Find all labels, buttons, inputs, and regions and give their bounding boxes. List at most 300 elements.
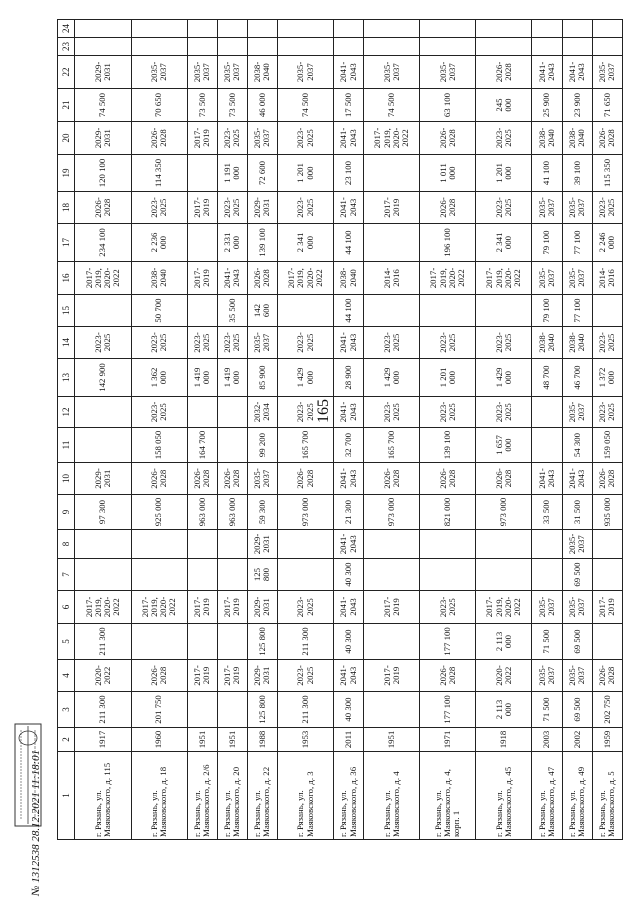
table-cell: 23 900 <box>562 89 592 122</box>
table-cell: 72 600 <box>247 155 277 192</box>
table-cell: 2023-2025 <box>420 591 476 624</box>
table-cell <box>592 530 622 559</box>
table-cell: 2023-2025 <box>278 591 334 624</box>
table-row <box>247 20 277 840</box>
table-cell: 2035-2037 <box>247 122 277 155</box>
table-cell: 40 300 <box>334 624 364 660</box>
table-cell: 211 300 <box>278 692 334 728</box>
table-cell: 44 100 <box>334 295 364 327</box>
table-cell <box>420 530 476 559</box>
table-cell: 925 000 <box>131 495 187 530</box>
column-number-cell: 15 <box>58 295 75 327</box>
table-cell: 2041-2043 <box>532 463 562 495</box>
column-number-cell: 11 <box>58 428 75 463</box>
address-cell: г. Рязань, ул. Маяковского, д. 4 <box>364 752 420 840</box>
table-row <box>532 20 562 840</box>
table-cell: 2026-2028 <box>420 122 476 155</box>
table-cell: 159 050 <box>592 428 622 463</box>
document-registration-number: № 1312538 28.12.2021 11:18:01 <box>30 749 42 896</box>
table-cell: 46 000 <box>247 89 277 122</box>
table-row <box>364 20 420 840</box>
table-cell: 2035-2037 <box>562 192 592 224</box>
table-row <box>217 20 247 840</box>
table-cell <box>131 559 187 591</box>
table-cell: 115 350 <box>592 155 622 192</box>
rotated-table-wrapper <box>57 24 623 840</box>
table-cell: 1988 <box>247 728 277 752</box>
table-cell: 2026-2028 <box>131 463 187 495</box>
table-cell: 1953 <box>278 728 334 752</box>
table-cell: 74 500 <box>75 89 131 122</box>
table-cell: 1 419 000 <box>217 359 247 397</box>
table-cell: 2026-2028 <box>75 192 131 224</box>
table-cell <box>592 295 622 327</box>
column-number-cell: 7 <box>58 559 75 591</box>
table-cell: 2029-2031 <box>75 122 131 155</box>
table-cell: 2002 <box>562 728 592 752</box>
table-cell: 73 500 <box>217 89 247 122</box>
address-cell: г. Рязань, ул. Маяковского, д. 2/6 <box>187 752 217 840</box>
column-number-cell: 9 <box>58 495 75 530</box>
table-cell: 2041-2043 <box>562 463 592 495</box>
table-cell: 97 300 <box>75 495 131 530</box>
table-cell: 2026-2028 <box>592 122 622 155</box>
table-cell: 245 000 <box>476 89 532 122</box>
table-cell: 2026-2028 <box>364 463 420 495</box>
data-table <box>57 19 623 840</box>
table-cell: 2038-2040 <box>532 327 562 359</box>
table-cell: 2041-2043 <box>334 530 364 559</box>
table-cell: 2035-2037 <box>562 530 592 559</box>
table-cell: 1951 <box>187 728 217 752</box>
table-row <box>75 20 131 840</box>
column-number-cell: 1 <box>58 752 75 840</box>
table-cell <box>187 295 217 327</box>
table-cell: 2023-2025 <box>592 192 622 224</box>
table-cell: 2023-2025 <box>131 327 187 359</box>
table-cell <box>187 530 217 559</box>
table-cell: 2035-2037 <box>532 660 562 692</box>
table-cell: 211 300 <box>75 692 131 728</box>
table-cell <box>364 155 420 192</box>
table-cell: 2017-2019 <box>187 591 217 624</box>
table-cell <box>592 559 622 591</box>
table-cell: 17 500 <box>334 89 364 122</box>
column-number-cell: 17 <box>58 224 75 262</box>
table-cell <box>532 428 562 463</box>
table-cell: 2029-2031 <box>75 56 131 89</box>
table-cell: 2023-2025 <box>592 397 622 428</box>
address-cell: г. Рязань, ул. Маяковского, д. 18 <box>131 752 187 840</box>
table-cell: 142 900 <box>75 359 131 397</box>
table-cell: 973 000 <box>364 495 420 530</box>
table-cell: 39 100 <box>562 155 592 192</box>
table-cell: 2026-2028 <box>592 660 622 692</box>
table-cell <box>334 38 364 56</box>
table-cell: 2026-2028 <box>420 463 476 495</box>
table-cell: 2017-2019, 2020-2022 <box>278 262 334 295</box>
table-cell: 50 700 <box>131 295 187 327</box>
table-cell <box>278 38 334 56</box>
table-cell: 2003 <box>532 728 562 752</box>
table-cell: 2017-2019, 2020-2022 <box>75 262 131 295</box>
table-cell: 2020-2022 <box>75 660 131 692</box>
table-cell: 139 100 <box>247 224 277 262</box>
table-cell: 2041-2043 <box>334 591 364 624</box>
table-cell: 40 300 <box>334 692 364 728</box>
table-cell: 2011 <box>334 728 364 752</box>
table-cell <box>75 38 131 56</box>
column-number-cell: 5 <box>58 624 75 660</box>
table-cell: 2029-2031 <box>247 591 277 624</box>
table-cell <box>364 20 420 38</box>
table-cell: 1 429 000 <box>364 359 420 397</box>
table-cell: 2038-2040 <box>334 262 364 295</box>
table-cell <box>562 38 592 56</box>
table-cell: 54 300 <box>562 428 592 463</box>
table-cell: 2026-2028 <box>131 660 187 692</box>
address-cell: г. Рязань, ул. Маяковского, д. 4, корп. 1 <box>420 752 476 840</box>
table-cell <box>364 38 420 56</box>
table-cell: 2023-2025 <box>476 122 532 155</box>
table-cell: 2023-2025 <box>278 192 334 224</box>
table-cell: 935 000 <box>592 495 622 530</box>
table-cell: 2035-2037 <box>217 56 247 89</box>
table-cell: 2026-2028 <box>247 262 277 295</box>
table-cell: 2035-2037 <box>562 591 592 624</box>
table-cell: 2017-2019, 2020-2022 <box>476 591 532 624</box>
table-cell: 2017-2019 <box>364 591 420 624</box>
table-cell: 177 100 <box>420 692 476 728</box>
table-cell: 2 113 000 <box>476 692 532 728</box>
table-cell: 74 500 <box>278 89 334 122</box>
table-cell: 2014-2016 <box>592 262 622 295</box>
table-cell: 1951 <box>364 728 420 752</box>
table-cell: 79 100 <box>532 295 562 327</box>
table-cell <box>131 20 187 38</box>
table-cell: 1 201 000 <box>278 155 334 192</box>
table-cell: 2029-2031 <box>247 530 277 559</box>
table-cell: 1 429 000 <box>476 359 532 397</box>
table-cell: 2023-2025 <box>278 122 334 155</box>
table-cell: 973 000 <box>476 495 532 530</box>
table-cell: 2017-2019, 2020-2022 <box>420 262 476 295</box>
table-cell: 1 191 000 <box>217 155 247 192</box>
column-number-cell: 13 <box>58 359 75 397</box>
table-cell: 2017-2019 <box>217 660 247 692</box>
table-cell <box>217 20 247 38</box>
table-cell <box>187 559 217 591</box>
table-cell <box>278 559 334 591</box>
table-cell: 2 331 000 <box>217 224 247 262</box>
table-cell: 2017-2019 <box>364 192 420 224</box>
table-cell: 125 800 <box>247 692 277 728</box>
table-cell: 2 113 000 <box>476 624 532 660</box>
table-cell: 2035-2037 <box>131 56 187 89</box>
table-cell: 2017-2019 <box>187 122 217 155</box>
table-row <box>334 20 364 840</box>
table-cell: 2 341 000 <box>476 224 532 262</box>
table-cell: 2026-2028 <box>420 192 476 224</box>
table-cell <box>75 428 131 463</box>
table-cell: 71 650 <box>592 89 622 122</box>
table-cell: 2023-2025 <box>75 327 131 359</box>
table-cell: 2041-2043 <box>334 397 364 428</box>
table-cell <box>476 295 532 327</box>
table-row <box>562 20 592 840</box>
table-cell: 1959 <box>592 728 622 752</box>
table-cell: 63 100 <box>420 89 476 122</box>
table-cell: 1 362 000 <box>131 359 187 397</box>
table-cell: 973 000 <box>278 495 334 530</box>
table-cell: 69 500 <box>562 559 592 591</box>
table-cell <box>476 530 532 559</box>
table-cell: 2017-2019 <box>364 660 420 692</box>
table-cell: 44 100 <box>334 224 364 262</box>
table-cell: 2023-2025 <box>131 192 187 224</box>
table-cell: 211 300 <box>75 624 131 660</box>
table-cell: 1960 <box>131 728 187 752</box>
column-number-cell: 20 <box>58 122 75 155</box>
table-cell: 165 700 <box>364 428 420 463</box>
table-cell: 2035-2037 <box>278 56 334 89</box>
table-cell: 2026-2028 <box>131 122 187 155</box>
table-cell <box>187 38 217 56</box>
table-cell: 2020-2022 <box>476 660 532 692</box>
table-cell: 1 429 000 <box>278 359 334 397</box>
table-cell: 2023-2025 <box>187 327 217 359</box>
table-header-row <box>58 20 75 840</box>
table-cell: 59 300 <box>247 495 277 530</box>
table-cell: 1 011 000 <box>420 155 476 192</box>
column-number-cell: 16 <box>58 262 75 295</box>
column-number-cell: 24 <box>58 20 75 38</box>
table-cell: 2023-2025 <box>420 327 476 359</box>
table-cell <box>217 428 247 463</box>
table-cell: 2017-2019 <box>187 192 217 224</box>
table-cell: 2041-2043 <box>334 192 364 224</box>
table-cell: 2035-2037 <box>562 397 592 428</box>
table-cell <box>217 559 247 591</box>
table-cell: 31 500 <box>562 495 592 530</box>
table-cell <box>532 20 562 38</box>
table-cell: 32 700 <box>334 428 364 463</box>
table-cell: 2035-2037 <box>592 56 622 89</box>
table-cell: 125 800 <box>247 559 277 591</box>
table-cell <box>217 530 247 559</box>
table-cell: 2026-2028 <box>278 463 334 495</box>
table-cell: 1 419 000 <box>187 359 217 397</box>
table-cell: 73 500 <box>187 89 217 122</box>
table-cell: 2023-2025 <box>278 397 334 428</box>
table-cell <box>476 38 532 56</box>
table-cell: 1971 <box>420 728 476 752</box>
table-cell: 2038-2040 <box>532 122 562 155</box>
column-number-cell: 19 <box>58 155 75 192</box>
table-cell <box>592 20 622 38</box>
table-cell <box>75 295 131 327</box>
table-cell: 2023-2025 <box>592 327 622 359</box>
table-cell: 234 100 <box>75 224 131 262</box>
table-cell: 2035-2037 <box>420 56 476 89</box>
table-cell: 1 201 000 <box>420 359 476 397</box>
column-number-cell: 6 <box>58 591 75 624</box>
table-cell: 963 000 <box>187 495 217 530</box>
table-cell: 2035-2037 <box>532 262 562 295</box>
table-cell <box>364 559 420 591</box>
table-cell: 2023-2025 <box>420 397 476 428</box>
table-cell: 1918 <box>476 728 532 752</box>
column-number-cell: 22 <box>58 56 75 89</box>
table-cell: 2026-2028 <box>592 463 622 495</box>
table-cell: 2041-2043 <box>334 122 364 155</box>
table-cell: 196 100 <box>420 224 476 262</box>
table-cell: 2017-2019 <box>187 262 217 295</box>
table-cell <box>592 624 622 660</box>
table-cell <box>75 397 131 428</box>
table-cell: 2 246 000 <box>592 224 622 262</box>
table-cell: 139 100 <box>420 428 476 463</box>
table-cell: 2029-2031 <box>247 660 277 692</box>
table-cell: 202 750 <box>592 692 622 728</box>
table-cell: 2 341 000 <box>278 224 334 262</box>
table-cell: 2023-2025 <box>364 397 420 428</box>
table-cell: 2035-2037 <box>562 262 592 295</box>
table-cell: 33 500 <box>532 495 562 530</box>
column-number-cell: 10 <box>58 463 75 495</box>
table-cell: 2017-2019, 2020-2022 <box>75 591 131 624</box>
table-cell: 821 000 <box>420 495 476 530</box>
table-cell <box>334 20 364 38</box>
table-cell <box>75 20 131 38</box>
table-cell <box>187 624 217 660</box>
table-cell: 114 350 <box>131 155 187 192</box>
table-cell <box>187 155 217 192</box>
table-cell <box>247 20 277 38</box>
table-cell: 2026-2028 <box>476 463 532 495</box>
table-cell: 2026-2028 <box>476 56 532 89</box>
table-row <box>187 20 217 840</box>
table-cell: 41 100 <box>532 155 562 192</box>
table-cell: 2038-2040 <box>562 122 592 155</box>
address-cell: г. Рязань, ул. Маяковского, д. 20 <box>217 752 247 840</box>
table-cell <box>420 20 476 38</box>
table-cell: 158 050 <box>131 428 187 463</box>
table-cell: 2017-2019 <box>187 660 217 692</box>
table-cell: 2035-2037 <box>562 660 592 692</box>
table-cell <box>217 692 247 728</box>
table-cell <box>364 224 420 262</box>
table-cell <box>420 38 476 56</box>
column-number-cell: 4 <box>58 660 75 692</box>
table-cell: 23 100 <box>334 155 364 192</box>
table-cell <box>532 559 562 591</box>
column-number-cell: 3 <box>58 692 75 728</box>
table-cell: 71 500 <box>532 692 562 728</box>
table-cell <box>187 692 217 728</box>
table-cell: 70 650 <box>131 89 187 122</box>
table-cell <box>364 692 420 728</box>
table-cell: 25 900 <box>532 89 562 122</box>
table-cell: 1 372 000 <box>592 359 622 397</box>
table-cell: 2017-2019 <box>217 591 247 624</box>
table-cell: 2017-2019 <box>592 591 622 624</box>
column-number-cell: 12 <box>58 397 75 428</box>
table-cell: 1 201 000 <box>476 155 532 192</box>
table-cell: 74 500 <box>364 89 420 122</box>
address-cell: г. Рязань, ул. Маяковского, д. 22 <box>247 752 277 840</box>
table-cell: 21 300 <box>334 495 364 530</box>
table-cell: 1 657 000 <box>476 428 532 463</box>
table-cell: 2023-2025 <box>217 122 247 155</box>
address-cell: г. Рязань, ул. Маяковского, д. 5 <box>592 752 622 840</box>
table-cell: 40 300 <box>334 559 364 591</box>
address-cell: г. Рязань, ул. Маяковского, д. 47 <box>532 752 562 840</box>
table-cell: 71 500 <box>532 624 562 660</box>
table-cell <box>420 295 476 327</box>
table-cell: 79 100 <box>532 224 562 262</box>
table-cell <box>364 624 420 660</box>
table-cell <box>532 530 562 559</box>
table-cell: 2017-2019, 2020-2022 <box>476 262 532 295</box>
table-row <box>278 20 334 840</box>
table-cell: 1951 <box>217 728 247 752</box>
table-cell: 2035-2037 <box>364 56 420 89</box>
table-cell: 2 236 000 <box>131 224 187 262</box>
table-cell: 1917 <box>75 728 131 752</box>
table-cell: 2041-2043 <box>334 463 364 495</box>
table-cell: 46 700 <box>562 359 592 397</box>
column-number-cell: 14 <box>58 327 75 359</box>
table-cell: 2035-2037 <box>247 463 277 495</box>
table-cell: 2029-2031 <box>247 192 277 224</box>
column-number-cell: 23 <box>58 38 75 56</box>
table-cell: 2038-2040 <box>247 56 277 89</box>
table-cell: 2023-2025 <box>131 397 187 428</box>
column-number-cell: 2 <box>58 728 75 752</box>
table-cell: 2035-2037 <box>247 327 277 359</box>
table-cell: 2041-2043 <box>532 56 562 89</box>
table-cell: 125 800 <box>247 624 277 660</box>
table-cell <box>476 559 532 591</box>
table-cell: 2038-2040 <box>562 327 592 359</box>
table-cell <box>364 530 420 559</box>
table-cell: 2023-2025 <box>364 327 420 359</box>
table-cell: 2023-2025 <box>217 327 247 359</box>
table-cell: 77 100 <box>562 224 592 262</box>
table-cell: 963 000 <box>217 495 247 530</box>
table-cell <box>217 38 247 56</box>
table-cell <box>75 530 131 559</box>
table-cell: 2023-2025 <box>278 660 334 692</box>
table-cell: 2041-2043 <box>562 56 592 89</box>
table-cell <box>187 20 217 38</box>
table-cell: 2032-2034 <box>247 397 277 428</box>
table-cell <box>532 397 562 428</box>
table-cell <box>187 224 217 262</box>
table-cell: 99 200 <box>247 428 277 463</box>
table-cell: 35 500 <box>217 295 247 327</box>
table-cell: 2041-2043 <box>334 327 364 359</box>
table-cell <box>420 559 476 591</box>
table-cell <box>278 20 334 38</box>
table-cell: 2026-2028 <box>420 660 476 692</box>
table-cell <box>131 38 187 56</box>
table-cell <box>75 559 131 591</box>
table-row <box>592 20 622 840</box>
table-cell <box>217 624 247 660</box>
address-cell: г. Рязань, ул. Маяковского, д. 45 <box>476 752 532 840</box>
